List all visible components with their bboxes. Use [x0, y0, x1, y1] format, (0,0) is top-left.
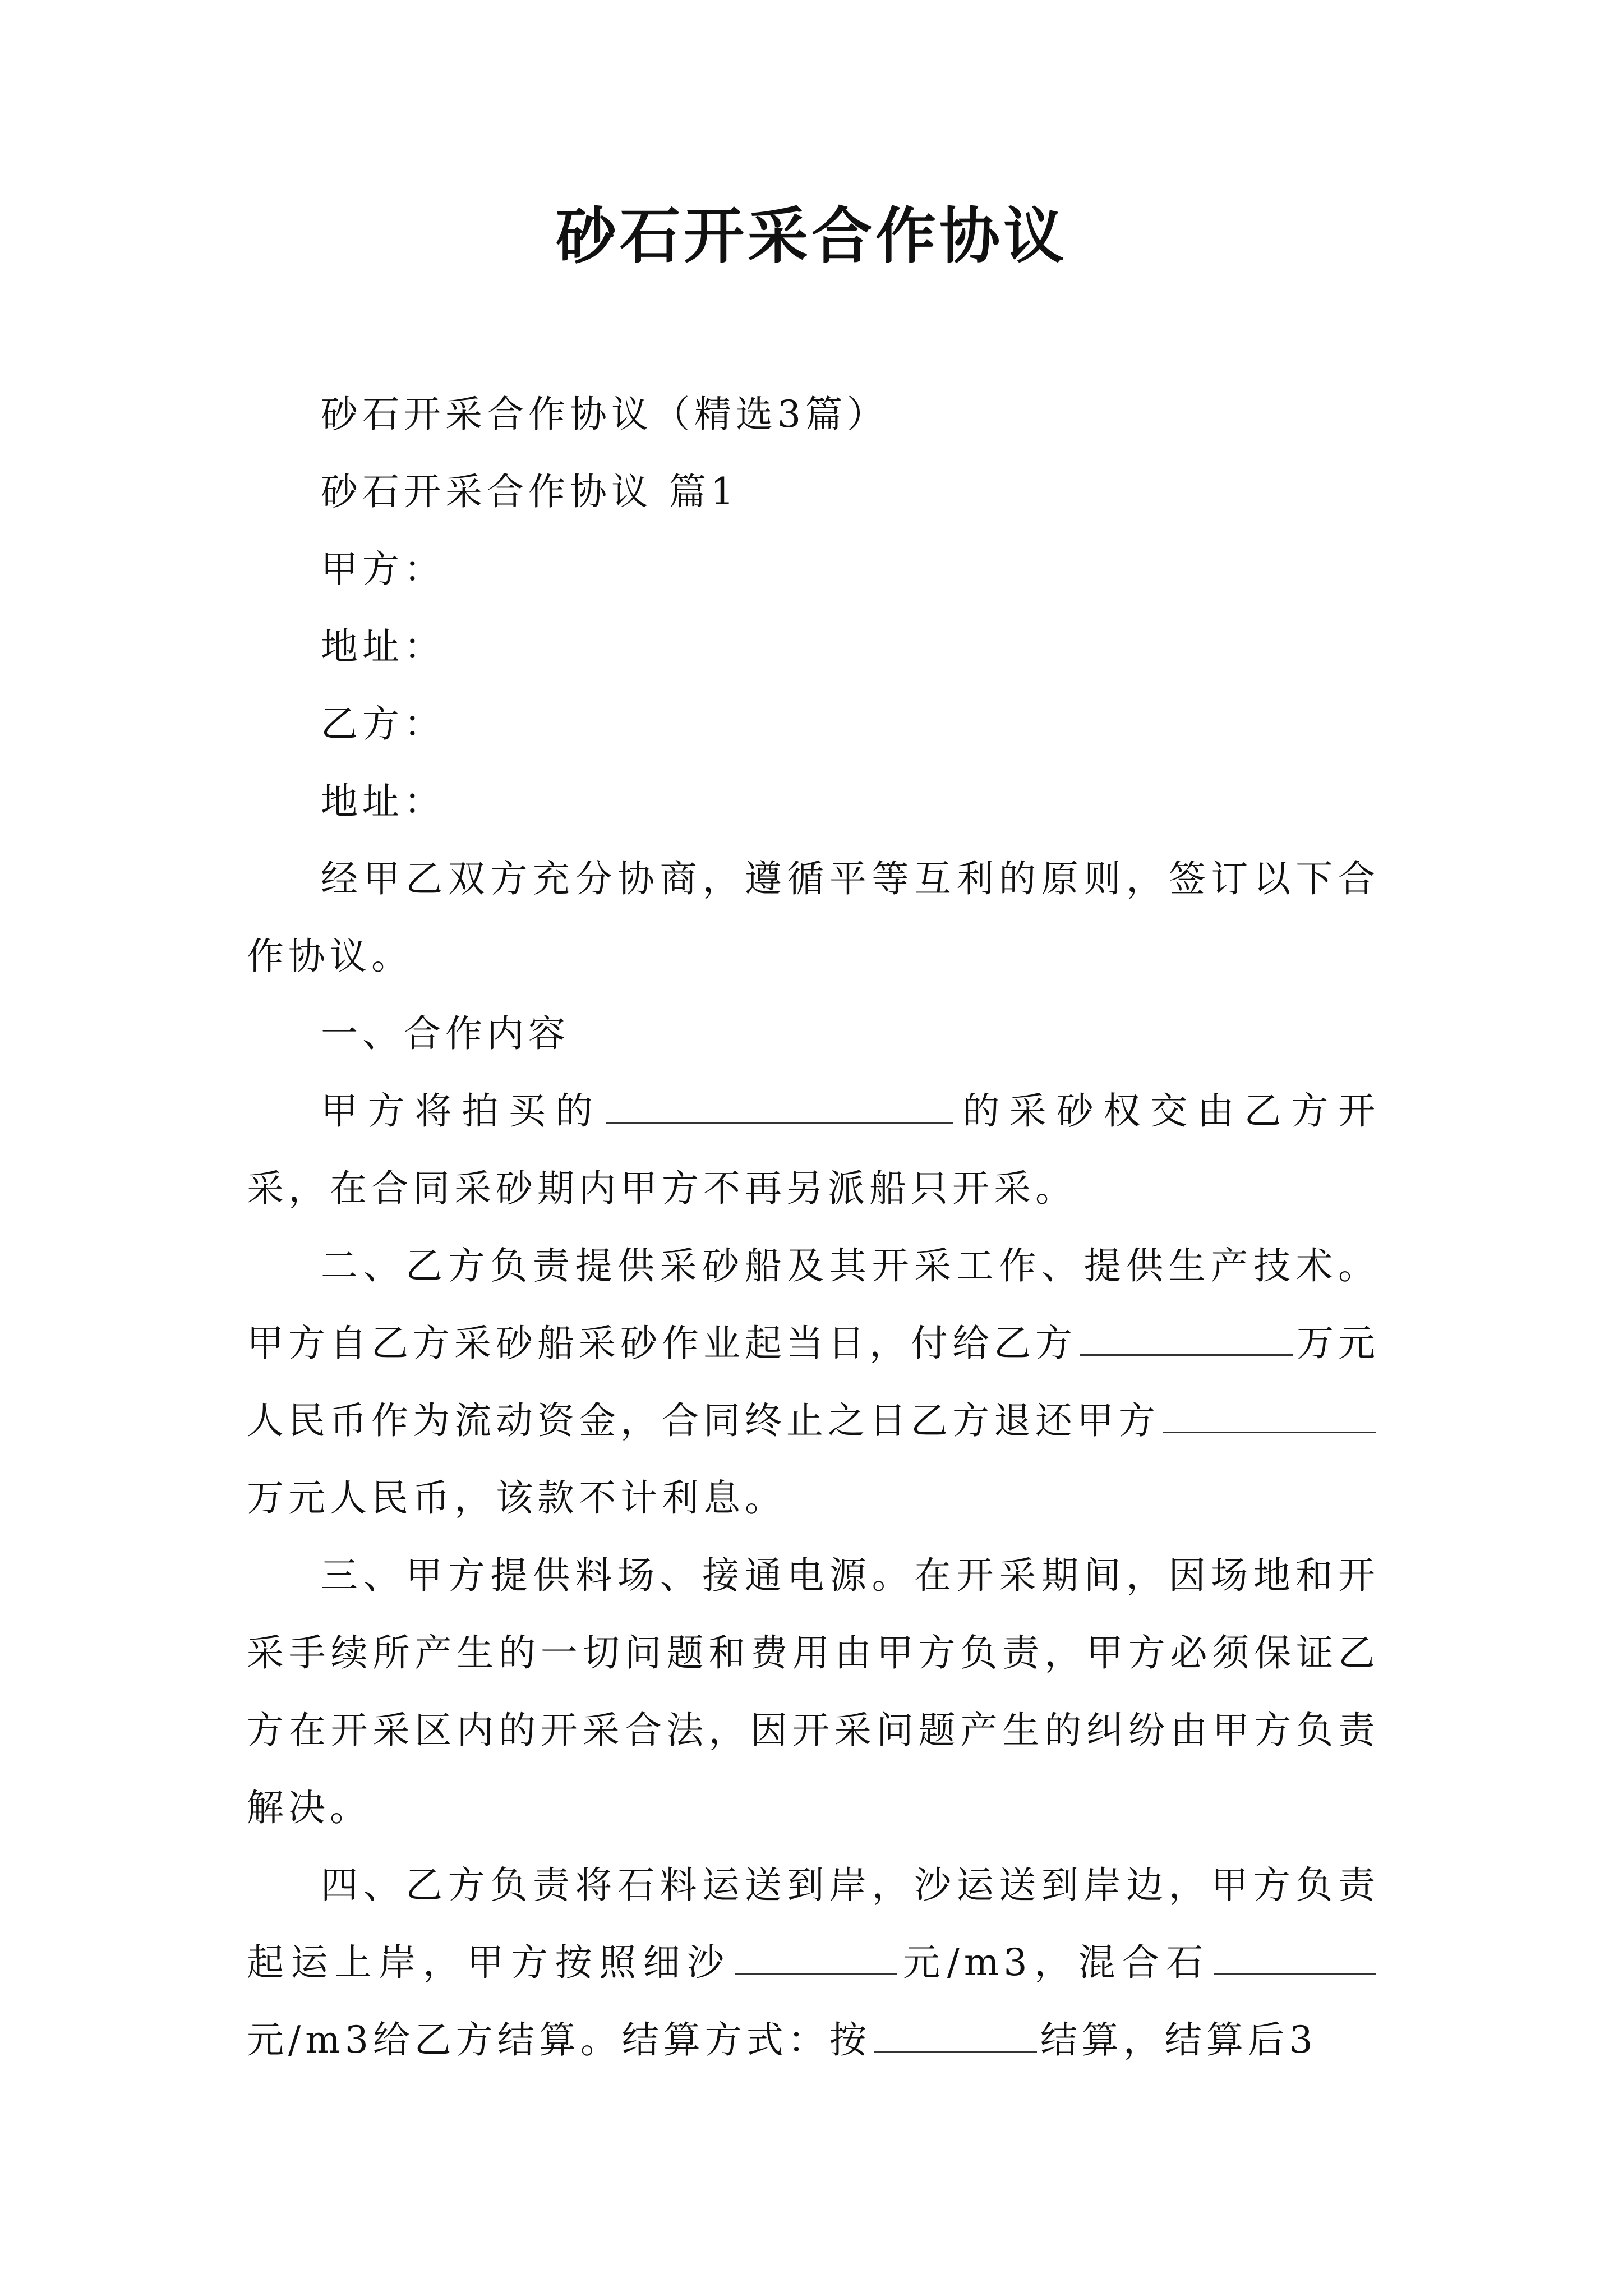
- document-title: 砂石开采合作协议: [555, 201, 1067, 272]
- fill-blank: [1163, 1398, 1376, 1433]
- clause4-text-b: 元/m3，混合石: [900, 1941, 1211, 1984]
- fill-blank: [1080, 1321, 1293, 1356]
- fill-blank: [874, 2018, 1037, 2053]
- clause4-text-c: 元/m3给乙方结算。结算方式：按: [247, 2018, 871, 2062]
- fill-blank: [606, 1089, 953, 1124]
- intro-paragraph: 经甲乙双方充分协商，遵循平等互利的原则，签订以下合作协议。: [247, 857, 1380, 978]
- party-a-label: 甲方：: [321, 547, 445, 591]
- clause3-paragraph: 三、甲方提供料场、接通电源。在开采期间，因场地和开采手续所产生的一切问题和费用由甲方负责，甲方必须保证乙方在开采区内的开采合法，因开采问题产生的纠纷由甲方负责解决。: [247, 1554, 1380, 1829]
- clause1-heading: 一、合作内容: [321, 1012, 570, 1055]
- subtitle: 砂石开采合作协议（精选3篇）: [321, 393, 888, 436]
- clause4-text-a: 四、乙方负责将石料运送到岸，沙运送到岸边，甲方负责起运上岸，甲方按照细沙: [247, 1864, 1380, 1984]
- party-b-label: 乙方：: [321, 702, 445, 746]
- section-heading: 砂石开采合作协议 篇1: [321, 470, 739, 513]
- clause2-paragraph: [247, 1227, 1380, 1537]
- clause1-text-a: 甲方将拍买的: [321, 1089, 603, 1133]
- address-b-label: 地址：: [321, 780, 445, 823]
- fill-blank: [1214, 1940, 1376, 1975]
- clause4-text-d: 结算，结算后3: [1040, 2018, 1317, 2062]
- clause2-text-c: 万元人民币，该款不计利息。: [247, 1476, 786, 1520]
- address-a-label: 地址：: [321, 625, 445, 668]
- clause1-text-b: 的采砂权交由乙方开采，在合同采砂期内甲方不再另派船只开采。: [247, 1089, 1380, 1210]
- document-body: [247, 376, 1380, 2079]
- clause2-text-a: 二、乙方负责提供采砂船及其开采工作、提供生产技术。甲方自乙方采砂船采砂作业起当日，付给乙方: [247, 1244, 1380, 1365]
- fill-blank: [735, 1940, 897, 1975]
- clause1-paragraph: [247, 1073, 1380, 1227]
- clause4-paragraph: [247, 1847, 1380, 2079]
- clause2-text-b: 万元人民币作为流动资金，合同终止之日乙方退还甲方: [247, 1322, 1380, 1442]
